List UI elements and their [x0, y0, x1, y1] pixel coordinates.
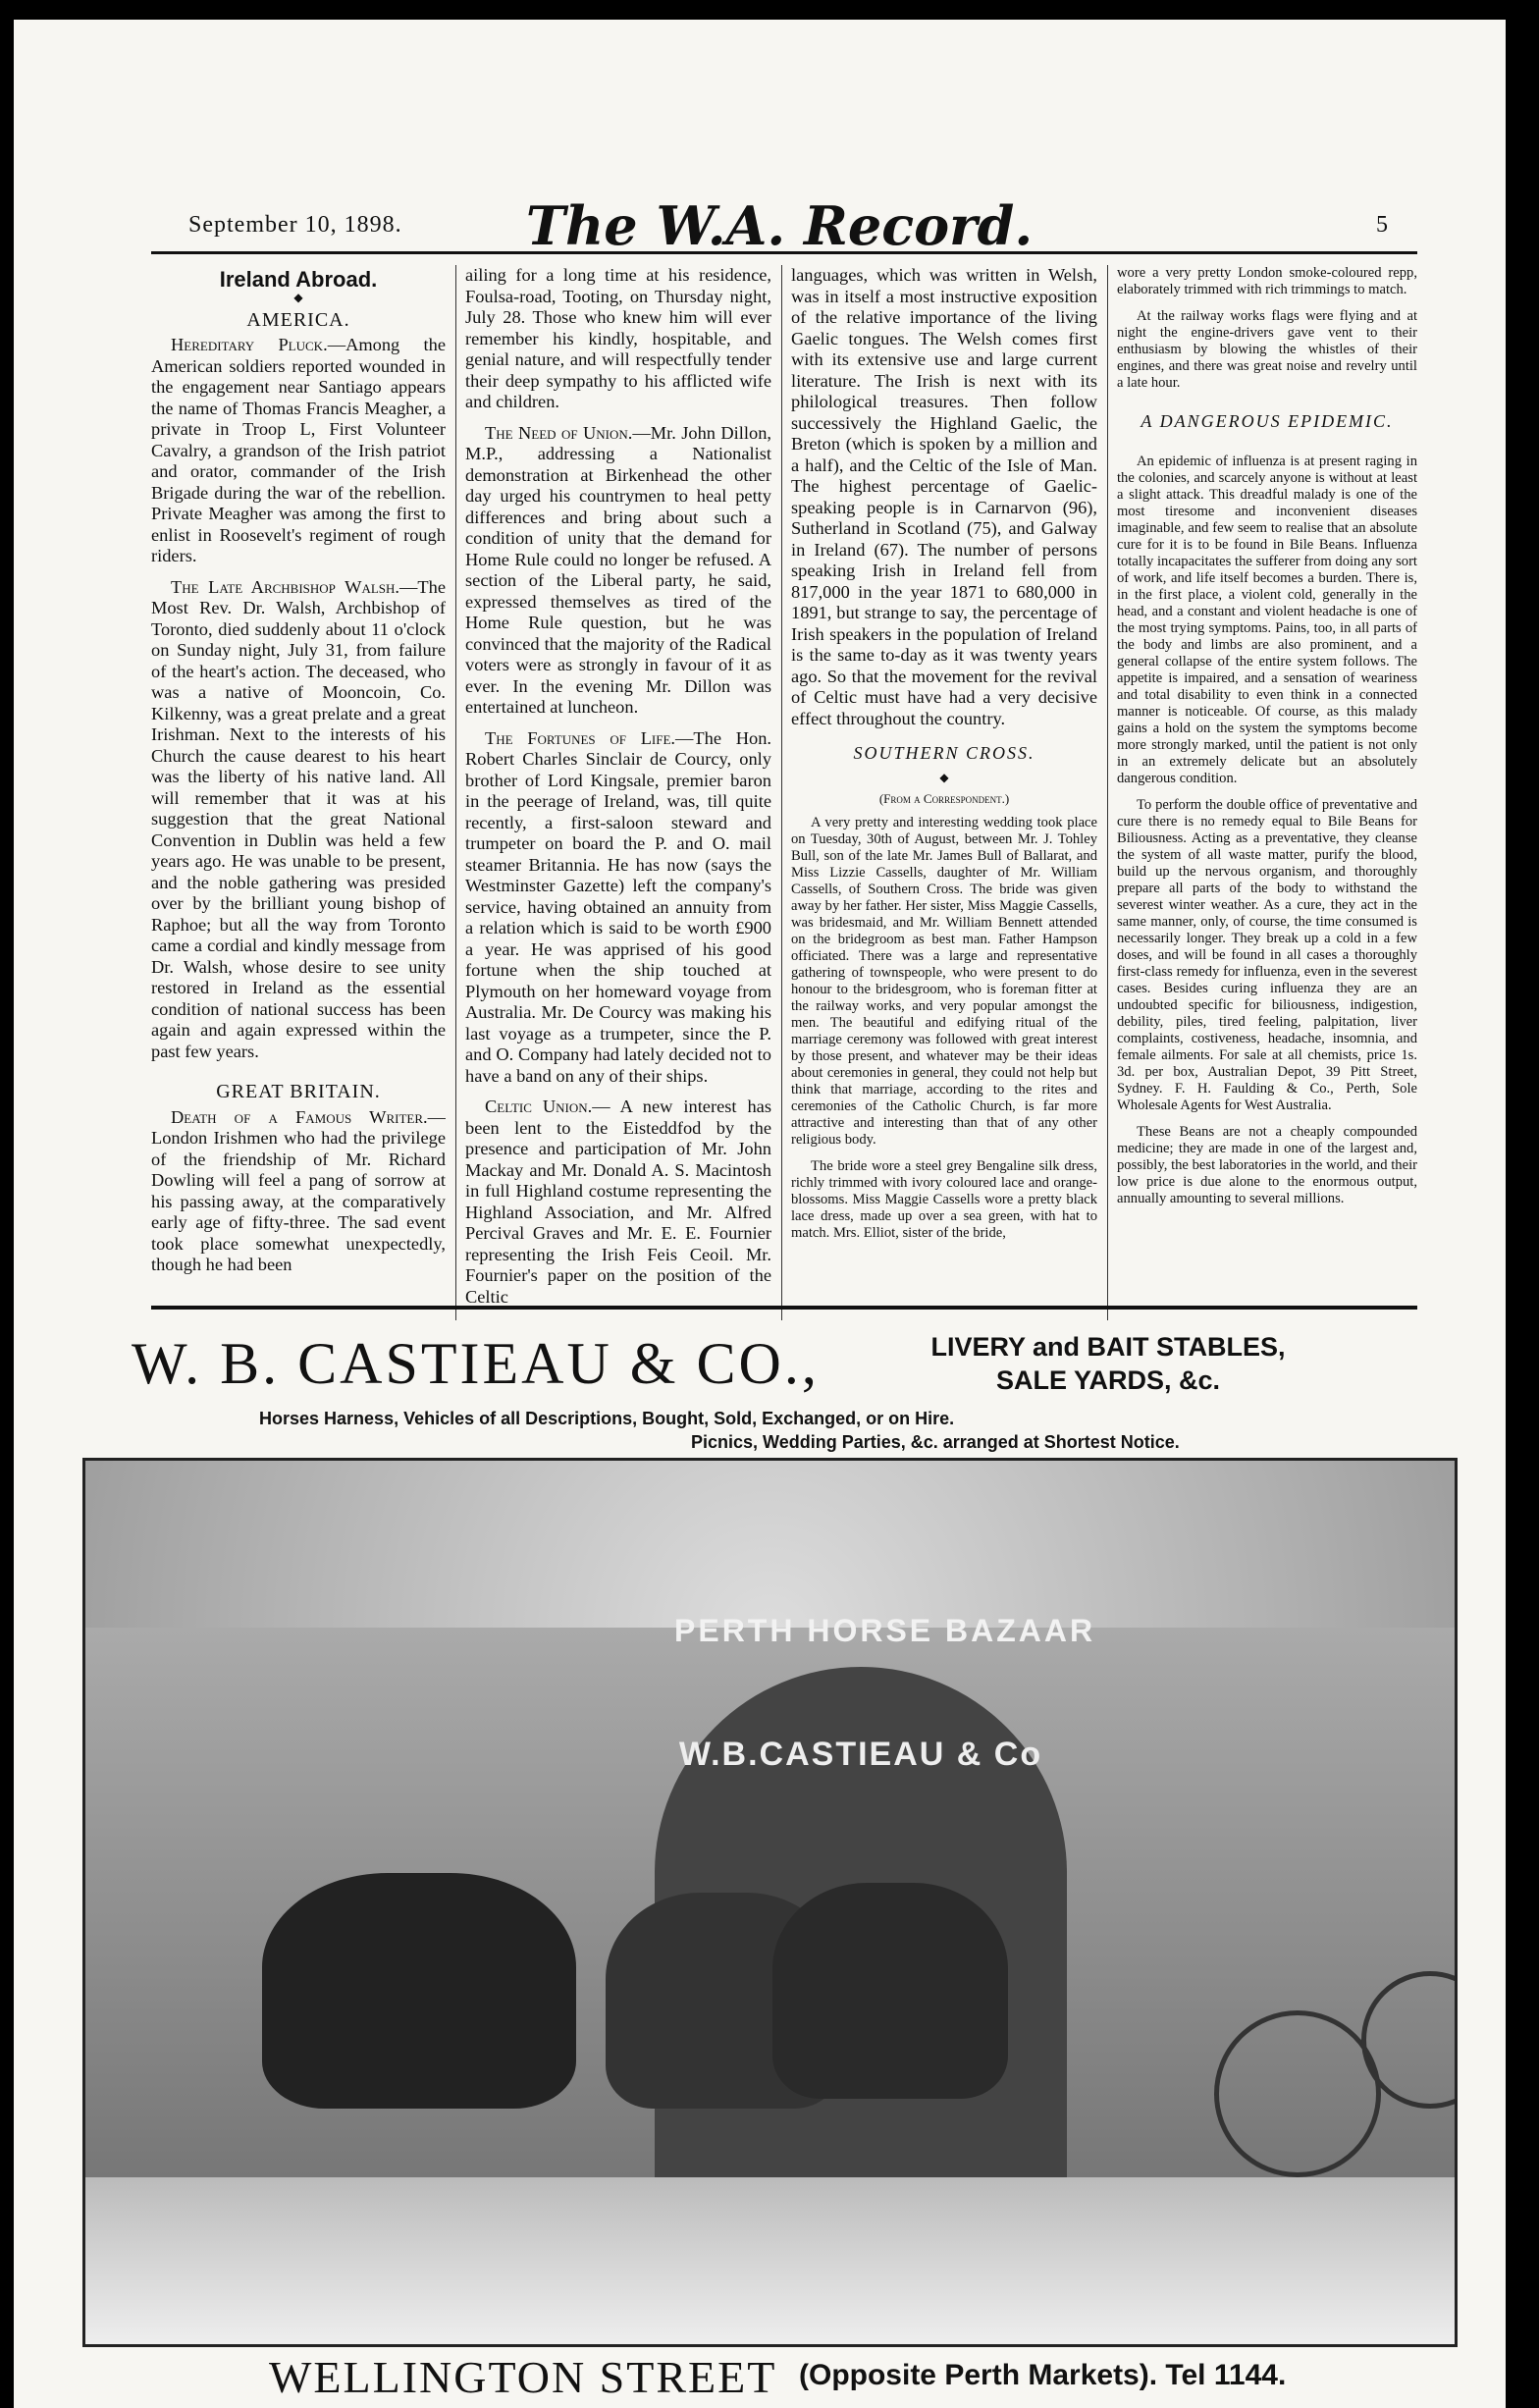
stables-photograph — [82, 1458, 1458, 2347]
wedding-continuation: wore a very pretty London smoke-coloured repp, elaborately trimmed with rich trimmings to match. — [1117, 265, 1417, 297]
section-title: Ireland Abroad. — [219, 267, 378, 292]
column-divider — [455, 265, 456, 1320]
castieau-advertisement — [122, 1330, 1447, 2408]
article-archbishop-walsh: The Late Archbishop Walsh.—The Most Rev. Dr. Walsh, Archbishop of Toronto, died suddenly about 11 o'clock on Sunday night, July 31, from failure of the heart's action. The deceased, who was a native of Mooncoin, Co. Kilkenny, was a great prelate and a great Irishman. Next to the interests of his Church the cause dearest to his heart was the liberty of his native land. All will remember that it was at his suggestion that the great National Convention in Dublin was held a few years ago. He was unable to be present, and the noble gathering was presided over by the brilliant young bishop of Raphoe; but all the way from Toronto came a cordial and kindly message from Dr. Walsh, whose desire to see unity restored in Ireland as the essential condition of national success has been again and again expressed within the past few years. — [151, 576, 446, 1061]
advert-address-detail: (Opposite Perth Markets). Tel 1144. — [799, 2359, 1287, 2391]
article-hereditary-pluck: Hereditary Pluck.—Among the American soldiers reported wounded in the engagement near Santiago appears the name of Thomas Francis Meagher, a private in Troop L, First Volunteer Cavalry, a grandson of the Irish patriot and orator, commander of the Irish Brigade during the war of the rebellion. Private Meagher was among the first to enlist in Roosevelt's regiment of rough riders. — [151, 335, 446, 565]
carriage-wheel — [1214, 2010, 1381, 2177]
column-1 — [151, 265, 446, 1320]
article-celtic-continuation: languages, which was written in Welsh, was in itself a most instructive exposition of the relative importance of the living Gaelic tongues. The Welsh comes first with its extensive use and large current literature. The Irish is next with its philological treasures. Then follow successively the Highland Gaelic, the Breton (which is spoken by a million and a half), and the Celtic of the Isle of Man. The highest percentage of Gaelic-speaking people is in Carnarvon (96), Sutherland in Scotland (75), and Galway in Ireland (67). The number of persons speaking Irish in Ireland fell from 817,000 in the year 1871 to 680,000 in 1891, but strange to say, the percentage of Irish speakers in the population of Ireland is the same to-day as it was twenty years ago. So that the movement for the revival of Celtic must have had a very decisive effect throughout the country. — [791, 265, 1097, 728]
issue-date: September 10, 1898. — [188, 212, 402, 238]
livery-heading: LIVERY and BAIT STABLES, — [930, 1332, 1286, 1362]
column-divider — [781, 265, 782, 1320]
photo-sign-castieau: W.B.CASTIEAU & Co — [678, 1736, 1043, 1773]
column-2 — [465, 265, 771, 1320]
section-heading-america: AMERICA. — [246, 308, 350, 331]
article-need-of-union: The Need of Union.—Mr. John Dillon, M.P., addressing a Nationalist demonstration at Birkenhead the other day urged his countrymen to heal petty differences and bring about such a condition of unity that the demand for Home Rule could no longer be refused. A section of the Liberal party, he said, expressed themselves as tired of the Home Rule question, but he was convinced that the majority of the Radical voters were as strongly in favour of it as ever. In the evening Mr. Dillon was entertained at luncheon. — [465, 422, 771, 717]
column-4 — [1117, 265, 1417, 1320]
newspaper-page — [14, 20, 1506, 2408]
wedding-dress-paragraph: The bride wore a steel grey Bengaline silk dress, richly trimmed with ivory coloured lace and orange-blossoms. Miss Maggie Cassells wore a pretty black lace dress, made up over a sea green, with hat to match. Mrs. Elliot, sister of the bride, — [791, 1158, 1097, 1241]
section-heading-great-britain: GREAT BRITAIN. — [216, 1081, 381, 1102]
wedding-report — [791, 815, 1097, 1242]
article-celtic-union: Celtic Union.— A new interest has been lent to the Eisteddfod by the presence and participation of Mr. John Mackay and Mr. Donald A. S. Macintosh in full Highland costume representing the Highland Association, and Mr. Alfred Percival Graves and Mr. E. E. Fournier representing the Irish Feis Ceoil. Mr. Fournier's paper on the position of the Celtic — [465, 1097, 771, 1307]
sale-yards-heading: SALE YARDS, &c. — [995, 1365, 1221, 1395]
advert-services — [877, 1330, 1339, 1397]
column-3 — [791, 265, 1097, 1320]
page-number: 5 — [1376, 212, 1388, 238]
advert-street: WELLINGTON STREET — [269, 2352, 777, 2402]
column-divider — [1107, 265, 1108, 1320]
section-heading-epidemic: A DANGEROUS EPIDEMIC. — [1141, 411, 1394, 431]
horse-figure — [772, 1883, 1008, 2099]
byline: (From a Correspondent.) — [878, 790, 1010, 806]
advert-rule — [151, 1306, 1417, 1310]
article-famous-writer: Death of a Famous Writer.—London Irishmen who had the privilege of the friendship of Mr. Richard Dowling will feel a pang of sorrow at his passing away, at the comparatively early age of fifty-three. The sad event took place somewhat unexpectedly, though he had been — [151, 1106, 446, 1274]
page-header — [171, 194, 1388, 257]
header-rule — [151, 251, 1417, 254]
street-ground — [85, 2177, 1455, 2344]
epidemic-paragraph: An epidemic of influenza is at present raging in the colonies, and scarcely anyone is without at least a slight attack. This dreadful malady is one of the most tiresome and inconvenient diseases imaginable, and few seem to realise that an absolute cure for it is to be found in Bile Beans. Influenza totally incapacitates the sufferer from doing any sort of work, and life itself becomes a burden. There is, in the first place, a violent cold, generally in the head, and a constant and violent headache is one of the most trying symptoms. Pains, too, in all parts of the body and limbs are also prominent, and a general collapse of the entire system follows. The appetite is impaired, and a sensation of weariness and total disability to even think in a connected manner is noticeable. Of course, as this malady gains a hold on the system the symptoms become more strongly marked, until the patient is not only in an extremely delicate but an absolutely dangerous condition. — [1117, 454, 1417, 786]
horse-figure — [262, 1873, 576, 2109]
diamond-ornament-icon: ◆ — [293, 290, 303, 304]
photo-sign-bazaar: PERTH HORSE BAZAAR — [674, 1613, 1096, 1648]
wedding-paragraph: A very pretty and interesting wedding took place on Tuesday, 30th of August, between Mr. J. Tohley Bull, son of the late Mr. James Bull of Ballarat, and Miss Lizzie Cassells, daughter of Mr. William Cassells, of Southern Cross. The bride was given away by her father. Her sister, Miss Maggie Cassells, was bridesmaid, and Mr. William Bennett attended on the bridegroom as best man. Father Hampson officiated. There was a large and representative gathering of townspeople, who were present to do honour to the bridesgroom, who is foreman fitter at the railway works, and very popular amongst the men. The beautiful and edifying ritual of the marriage ceremony was followed with great interest by those present, and whatever may be their ideas about ceremonies in general, they could not help but think that marriage, according to the rites and ceremonies of the Catholic Church, is far more attractive and interesting than that of any other religious body. — [791, 815, 1097, 1148]
advert-tagline-2: Picnics, Wedding Parties, &c. arranged at Shortest Notice. — [691, 1432, 1180, 1452]
article-columns — [151, 265, 1417, 1320]
advertiser-name: W. B. CASTIEAU & CO., — [132, 1331, 820, 1396]
masthead-title: The W.A. Record. — [525, 194, 1034, 257]
article-continuation: ailing for a long time at his residence, Foulsa-road, Tooting, on Thursday night, July 28. Those who knew him will ever remember his kindly, hospitable, and genial nature, and will respectfully tender their deep sympathy to his afflicted wife and children. — [465, 265, 771, 411]
diamond-ornament-icon: ◆ — [939, 770, 949, 784]
bile-beans-closing: These Beans are not a cheaply compounded medicine; they are made in one of the largest and, possibly, the best laboratories in the world, and their low price is due alone to the enormous output, annually amounting to several millions. — [1117, 1124, 1417, 1206]
article-fortunes-of-life: The Fortunes of Life.—The Hon. Robert Charles Sinclair de Courcy, only brother of Lord Kingsale, premier baron in the peerage of Ireland, was, till quite recently, a first-saloon steward and trumpeter on board the P. and O. mail steamer Britannia. He has now (says the Westminster Gazette) left the company's service, having obtained an annuity from a relation which is said to be worth £900 a year. He was apprised of his good fortune when the ship touched at Plymouth on her homeward voyage from Australia. Mr. De Courcy was making his last voyage as a trumpeter, since the P. and O. Company had lately decided not to have a band on any of their ships. — [465, 727, 771, 1086]
section-heading-southern-cross: SOUTHERN CROSS. — [853, 743, 1035, 763]
advert-tagline: Horses Harness, Vehicles of all Descriptions, Bought, Sold, Exchanged, or on Hire. — [259, 1409, 955, 1428]
railway-celebration: At the railway works flags were flying and at night the engine-drivers gave vent to their enthusiasm by blowing the whistles of their engines, and there was great noise and revelry until a late hour. — [1117, 308, 1417, 391]
bile-beans-paragraph: To perform the double office of preventative and cure there is no remedy equal to Bile Beans for Biliousness. Acting as a preventative, they cleanse the system of all waste matter, purify the blood, build up the nervous organism, and thoroughly prepare all parts of the body to withstand the severest winter weather. As a cure, they act in the same manner, only, of course, the time consumed is necessarily longer. They break up a cold in a few doses, and will be found in all cases a thoroughly first-class remedy for influenza, even in the severest cases. Besides curing influenza they are an undoubted specific for biliousness, indigestion, debility, piles, tired feeling, palpitation, liver complaints, costiveness, headache, insomnia, and female ailments. For sale at all chemists, price 1s. 3d. per box, Australian Depot, 39 Pitt Street, Sydney. F. H. Faulding & Co., Perth, Sole Wholesale Agents for West Australia. — [1117, 797, 1417, 1113]
